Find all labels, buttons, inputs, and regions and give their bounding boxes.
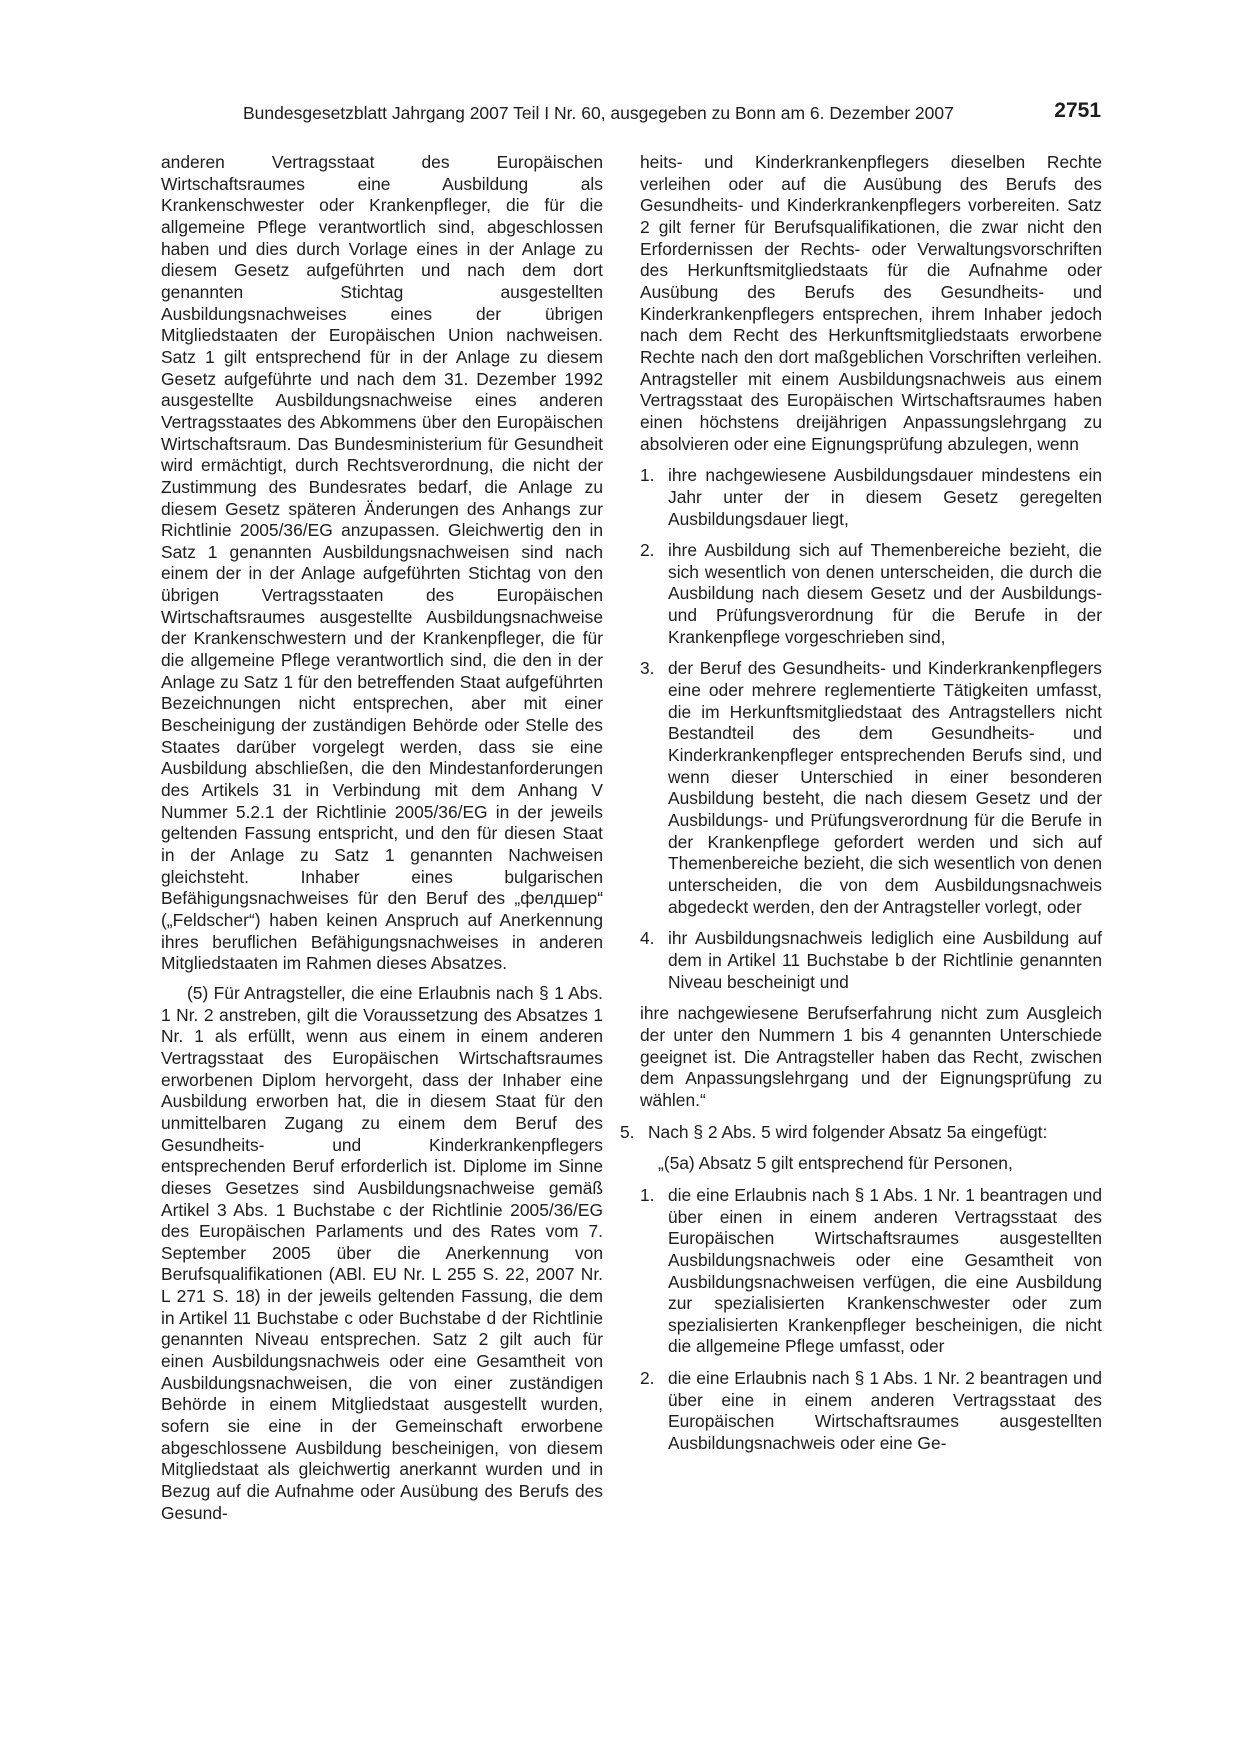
list-item bbox=[640, 928, 1102, 993]
list-item bbox=[640, 465, 1102, 530]
left-column bbox=[161, 152, 603, 1524]
list-text: die eine Erlaubnis nach § 1 Abs. 1 Nr. 1 beantragen und über einen in einem anderen Vertragsstaat des Europäischen Wirtschaftsraumes ausgestellten Ausbildungsnachweis oder eine Gesamtheit von Ausbildungsnachweisen verfügen, die eine Ausbildung zur spezialisierten Krankenschwester oder zum spezialisierten Krankenpfleger bescheinigen, die nicht die allgemeine Pflege umfasst, oder bbox=[668, 1184, 1102, 1357]
closing-paragraph: ihre nachgewiesene Berufserfahrung nicht zum Ausgleich der unter den Nummern 1 bis 4 genannten Unterschiede geeignet ist. Die Antragsteller haben das Recht, zwischen dem Anpassungslehrgang und der Eignungsprüfung zu wählen.“ bbox=[640, 1003, 1102, 1110]
page-number: 2751 bbox=[1054, 99, 1101, 122]
list-number: 3. bbox=[640, 658, 655, 679]
quoted-paragraph-5a: „(5a) Absatz 5 gilt entsprechend für Personen, bbox=[658, 1153, 1013, 1174]
list-text: ihre nachgewiesene Ausbildungsdauer mindestens ein Jahr unter der in diesem Gesetz geregelten Ausbildungsdauer liegt, bbox=[668, 465, 1102, 529]
list-item bbox=[640, 658, 1102, 918]
list-text: ihr Ausbildungsnachweis lediglich eine Ausbildung auf dem in Artikel 11 Buchstabe b der Richtlinie genannten Niveau bescheinigt und bbox=[668, 928, 1102, 992]
list-number: 5. bbox=[620, 1121, 635, 1142]
list-text: die eine Erlaubnis nach § 1 Abs. 1 Nr. 2 beantragen und über eine in einem anderen Vertragsstaat des Europäischen Wirtschaftsraumes ausgestellten Ausbildungsnachweis oder eine Ge- bbox=[668, 1368, 1102, 1454]
list-number: 2. bbox=[640, 1368, 655, 1389]
paragraph-5: (5) Für Antragsteller, die eine Erlaubnis nach § 1 Abs. 1 Nr. 2 anstreben, gilt die Voraussetzung des Absatzes 1 Nr. 1 als erfüllt, wenn aus einem in einem anderen Vertragsstaat des Europäischen Wirtschaftsraumes erworbenen Diplom hervorgeht, dass der Inhaber eine Ausbildung erworben hat, die in diesem Staat für den unmittelbaren Zugang zu einem dem Beruf des Gesundheits- und Kinderkrankenpflegers entsprechenden Beruf erforderlich ist. Diplome im Sinne dieses Gesetzes sind Ausbildungsnachweise gemäß Artikel 3 Abs. 1 Buchstabe c der Richtlinie 2005/36/EG des Europäischen Parlaments und des Rates vom 7. September 2005 über die Anerkennung von Berufsqualifikationen (ABl. EU Nr. L 255 S. 22, 2007 Nr. L 271 S. 18) in der jeweils geltenden Fassung, die dem in Artikel 11 Buchstabe c oder Buchstabe d der Richtlinie genannten Niveau entsprechen. Satz 2 gilt auch für einen Ausbildungsnachweis oder eine Gesamtheit von Ausbildungsnachweisen, die von einer zuständigen Behörde in einem Mitgliedstaat ausgestellt wurden, sofern sie eine in der Gemeinschaft erworbene abgeschlossene Ausbildung bescheinigen, von diesem Mitgliedstaat als gleichwertig anerkannt wurden und in Bezug auf die Aufnahme oder Ausübung des Berufs des Gesund- bbox=[161, 982, 603, 1523]
list-number: 4. bbox=[640, 928, 655, 949]
list-number: 1. bbox=[640, 1184, 655, 1205]
list-number: 2. bbox=[640, 540, 655, 561]
list-item bbox=[640, 1368, 1102, 1455]
right-column bbox=[620, 152, 1102, 1455]
list-text: Nach § 2 Abs. 5 wird folgender Absatz 5a eingefügt: bbox=[648, 1121, 1048, 1142]
list-text: der Beruf des Gesundheits- und Kinderkrankenpflegers eine oder mehrere reglementierte Tätigkeiten umfasst, die im Herkunftsmitgliedstaat des Antragstellers nicht Bestandteil des dem Gesundheits- und Kinderkrankenpfleger entsprechenden Berufs sind, und wenn dieser Unterschied in einer besonderen Ausbildung besteht, die nach diesem Gesetz und der Ausbildungs- und Prüfungsverordnung für die Berufe in der Krankenpflege gefordert werden und sich auf Themenbereiche bezieht, die sich wesentlich von denen unterscheiden, die von dem Ausbildungsnachweis abgedeckt werden, den der Antragsteller vorlegt, oder bbox=[668, 658, 1102, 917]
list-number: 1. bbox=[640, 465, 655, 486]
paragraph-continued: anderen Vertragsstaat des Europäischen Wirtschaftsraumes eine Ausbildung als Krankenschwester oder Krankenpfleger, die für die allgemeine Pflege verantwortlich sind, abgeschlossen haben und dies durch Vorlage eines in der Anlage zu diesem Gesetz aufgeführten und nach dem dort genannten Stichtag ausgestellten Ausbildungsnachweises eines der übrigen Mitgliedstaaten der Europäischen Union nachweisen. Satz 1 gilt entsprechend für in der Anlage zu diesem Gesetz aufgeführte und nach dem 31. Dezember 1992 ausgestellte Ausbildungsnachweise eines anderen Vertragsstaates des Abkommens über den Europäischen Wirtschaftsraum. Das Bundesministerium für Gesundheit wird ermächtigt, durch Rechtsverordnung, die nicht der Zustimmung des Bundesrates bedarf, die Anlage zu diesem Gesetz späteren Änderungen des Anhangs zur Richtlinie 2005/36/EG anzupassen. Gleichwertig den in Satz 1 genannten Ausbildungsnachweisen sind nach einem der in der Anlage aufgeführten Stichtag von den übrigen Vertragsstaaten des Europäischen Wirtschaftsraumes ausgestellte Ausbildungsnachweise der Krankenschwestern und der Krankenpfleger, die für die allgemeine Pflege verantwortlich sind, die den in der Anlage zu Satz 1 für den betreffenden Staat aufgeführten Bezeichnungen nicht entsprechen, aber mit einer Bescheinigung der zuständigen Behörde oder Stelle des Staates darüber vorgelegt werden, dass sie eine Ausbildung abschließen, die den Mindestanforderungen des Artikels 31 in Verbindung mit dem Anhang V Nummer 5.2.1 der Richtlinie 2005/36/EG in der jeweils geltenden Fassung entspricht, und den für diesen Staat in der Anlage zu Satz 1 genannten Nachweisen gleichsteht. Inhaber eines bulgarischen Befähigungsnachweises für den Beruf des „фелдшер“ („Feldscher“) haben keinen Anspruch auf Anerkennung ihres beruflichen Befähigungsnachweises in anderen Mitgliedstaaten im Rahmen dieses Absatzes. bbox=[161, 152, 603, 974]
list-text: ihre Ausbildung sich auf Themenbereiche bezieht, die sich wesentlich von denen unterscheiden, die durch die Ausbildung nach diesem Gesetz und der Ausbildungs- und Prüfungsverordnung für die Berufe in der Krankenpflege vorgeschrieben sind, bbox=[668, 540, 1102, 647]
paragraph-continued-right: heits- und Kinderkrankenpflegers dieselben Rechte verleihen oder auf die Ausübung des Berufs des Gesundheits- und Kinderkrankenpflegers vorbereiten. Satz 2 gilt ferner für Berufsqualifikationen, die zwar nicht den Erfordernissen der Rechts- oder Verwaltungsvorschriften des Herkunftsmitgliedstaats für die Aufnahme oder Ausübung des Berufs des Gesundheits- und Kinderkrankenpflegers entsprechen, ihrem Inhaber jedoch nach dem Recht des Herkunftsmitgliedstaats erworbene Rechte nach den dort maßgeblichen Vorschriften verleihen. Antragsteller mit einem Ausbildungsnachweis aus einem Vertragsstaat des Europäischen Wirtschaftsraumes haben einen höchstens dreijährigen Anpassungslehrgang zu absolvieren oder eine Eignungsprüfung abzulegen, wenn bbox=[640, 152, 1102, 454]
page-header bbox=[243, 99, 1101, 127]
list-item bbox=[640, 1185, 1102, 1358]
running-title: Bundesgesetzblatt Jahrgang 2007 Teil I Nr. 60, ausgegeben zu Bonn am 6. Dezember 2007 bbox=[243, 103, 954, 123]
amendment-item-5 bbox=[620, 1122, 1102, 1144]
list-item bbox=[640, 540, 1102, 648]
